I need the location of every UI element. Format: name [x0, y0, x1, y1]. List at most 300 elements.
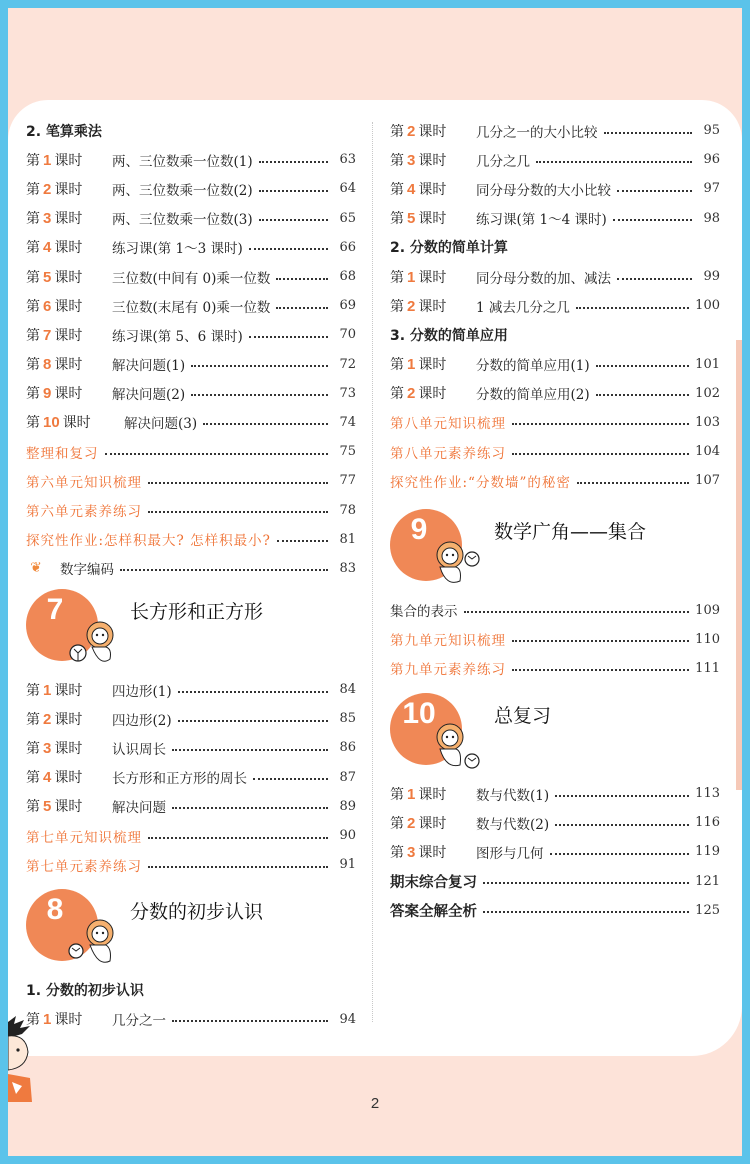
- entry-page: 91: [339, 857, 356, 873]
- entry-page: 99: [703, 269, 720, 285]
- toc-entry[interactable]: [26, 525, 356, 554]
- lesson-entry[interactable]: [390, 350, 720, 379]
- lesson-entry[interactable]: [26, 792, 356, 821]
- toc-entry[interactable]: [390, 437, 720, 466]
- entry-page: 110: [695, 631, 720, 647]
- leader-dots: [555, 824, 689, 826]
- lesson-entry[interactable]: [26, 350, 356, 379]
- lesson-prefix-b: 课时: [418, 386, 447, 403]
- lesson-entry[interactable]: [26, 408, 356, 437]
- entry-title: 分数的简单应用(2): [476, 387, 590, 404]
- lesson-entry[interactable]: [390, 808, 720, 837]
- lesson-list: [26, 1005, 356, 1034]
- toc-entry[interactable]: [390, 466, 720, 495]
- left-column: [26, 116, 356, 1034]
- entry-page: 85: [339, 711, 356, 727]
- entry-page: 125: [695, 902, 720, 918]
- leader-dots: [191, 365, 328, 367]
- lesson-number: 8: [43, 356, 52, 374]
- lesson-entry[interactable]: [26, 675, 356, 704]
- lesson-entry[interactable]: [390, 174, 720, 203]
- unit-title: 长方形和正方形: [130, 601, 264, 623]
- lesson-prefix-a: 第: [26, 740, 40, 757]
- leader-dots: [536, 161, 692, 163]
- lesson-prefix-b: 课时: [418, 786, 447, 803]
- lesson-entry[interactable]: [26, 145, 356, 174]
- lesson-prefix: [26, 738, 112, 758]
- unit-banner-7[interactable]: [26, 583, 356, 675]
- toc-entry[interactable]: [390, 896, 720, 925]
- lesson-prefix-a: 第: [390, 357, 404, 374]
- unit-number: 9: [410, 513, 428, 547]
- lesson-entry[interactable]: [390, 779, 720, 808]
- entry-page: 103: [695, 414, 720, 430]
- entry-page: 89: [339, 798, 356, 814]
- entry-page: 83: [339, 560, 356, 576]
- lesson-prefix-b: 课时: [418, 815, 447, 832]
- entry-title: 几分之一: [112, 1013, 166, 1030]
- leader-dots: [148, 866, 328, 868]
- lesson-prefix-a: 第: [26, 327, 40, 344]
- card-edge-strip: [736, 340, 742, 790]
- unit-title: 分数的初步认识: [130, 901, 264, 924]
- lesson-prefix: [390, 150, 476, 170]
- leader-dots: [148, 511, 328, 513]
- leader-dots: [259, 190, 328, 192]
- leader-dots: [613, 219, 692, 221]
- leader-dots: [172, 749, 328, 751]
- unit-banner-9[interactable]: [390, 503, 720, 595]
- lesson-prefix: [26, 208, 112, 228]
- leader-dots: [617, 278, 692, 280]
- lesson-entry[interactable]: [390, 145, 720, 174]
- lesson-prefix-b: 课时: [418, 844, 447, 861]
- entry-title: 两、三位数乘一位数(2): [112, 182, 253, 199]
- lesson-entry[interactable]: [390, 291, 720, 320]
- entry-title: 数字编码: [60, 562, 114, 579]
- leader-dots: [512, 669, 689, 671]
- lesson-prefix-a: 第: [26, 799, 40, 816]
- lesson-prefix-a: 第: [390, 386, 404, 403]
- lion-mascot-icon: [432, 539, 482, 587]
- entry-title: 三位数(中间有 0)乘一位数: [112, 270, 271, 287]
- entry-page: 116: [695, 815, 720, 831]
- entry-title: 四边形(2): [112, 712, 172, 729]
- lesson-prefix-b: 课时: [54, 740, 83, 757]
- lesson-prefix-a: 第: [390, 786, 404, 803]
- leader-dots: [105, 453, 329, 455]
- lesson-prefix-a: 第: [26, 357, 40, 374]
- lesson-prefix-a: 第: [26, 415, 40, 432]
- entry-title: 练习课(第 1～4 课时): [476, 212, 607, 229]
- lesson-number: 2: [407, 814, 416, 832]
- lesson-entry[interactable]: [26, 204, 356, 233]
- entry-title: 认识周长: [112, 741, 166, 758]
- lesson-number: 10: [43, 414, 60, 432]
- entry-page: 63: [339, 152, 356, 168]
- lesson-prefix: [390, 784, 476, 804]
- lesson-number: 2: [407, 122, 416, 140]
- cartoon-kid-icon: [8, 1012, 38, 1102]
- entry-title: 第九单元素养练习: [390, 662, 506, 679]
- leader-dots: [555, 795, 689, 797]
- leader-dots: [249, 248, 328, 250]
- entry-page: 86: [339, 740, 356, 756]
- leader-dots: [120, 569, 328, 571]
- toc-entry[interactable]: [26, 437, 356, 466]
- entry-page: 66: [339, 239, 356, 255]
- lesson-prefix: [26, 680, 112, 700]
- entry-title: 分数的简单应用(1): [476, 358, 590, 375]
- entry-title: 第六单元素养练习: [26, 504, 142, 521]
- entry-page: 74: [339, 414, 356, 430]
- unit-banner-10[interactable]: [390, 687, 720, 779]
- entry-title: 探究性作业:“分数墙”的秘密: [390, 474, 571, 491]
- lesson-number: 3: [43, 739, 52, 757]
- lesson-entry[interactable]: [26, 1005, 356, 1034]
- lesson-prefix: [390, 267, 476, 287]
- unit-title: 总复习: [494, 705, 552, 727]
- leader-dots: [259, 219, 328, 221]
- lesson-prefix: [390, 296, 476, 316]
- toc-entry[interactable]: [26, 466, 356, 495]
- entry-title: 第九单元知识梳理: [390, 633, 506, 650]
- lesson-prefix-a: 第: [26, 211, 40, 228]
- section-heading: 2. 分数的简单计算: [390, 240, 508, 257]
- lesson-prefix: [26, 267, 112, 287]
- lesson-prefix-b: 课时: [54, 1012, 83, 1029]
- entry-page: 96: [703, 152, 720, 168]
- column-divider: [372, 122, 373, 1022]
- toc-entry-coding[interactable]: [26, 554, 356, 583]
- lesson-entry[interactable]: [26, 733, 356, 762]
- entry-title: 四边形(1): [112, 683, 172, 700]
- entry-title: 第七单元知识梳理: [26, 829, 142, 846]
- plain-list: [390, 595, 720, 624]
- lesson-prefix-b: 课时: [54, 211, 83, 228]
- entry-page: 78: [339, 502, 356, 518]
- lesson-list: [390, 262, 720, 320]
- entry-page: 64: [339, 181, 356, 197]
- lesson-prefix-b: 课时: [54, 386, 83, 403]
- lesson-number: 4: [407, 180, 416, 198]
- entry-title: 图形与几何: [476, 845, 544, 862]
- lesson-prefix-a: 第: [26, 770, 40, 787]
- lesson-entry[interactable]: [26, 291, 356, 320]
- entry-title: 整理和复习: [26, 445, 99, 462]
- lesson-number: 2: [43, 710, 52, 728]
- entry-title: 同分母分数的大小比较: [476, 182, 611, 199]
- entry-title: 第八单元知识梳理: [390, 416, 506, 433]
- leader-dots: [253, 778, 328, 780]
- lesson-prefix-a: 第: [390, 123, 404, 140]
- lesson-prefix-b: 课时: [54, 269, 83, 286]
- leader-dots: [577, 482, 689, 484]
- entry-page: 107: [695, 473, 720, 489]
- lesson-number: 4: [43, 769, 52, 787]
- unit-banner-8[interactable]: [26, 883, 356, 975]
- leader-dots: [596, 394, 690, 396]
- entry-page: 113: [695, 786, 720, 802]
- entry-page: 102: [695, 385, 720, 401]
- leader-dots: [249, 336, 328, 338]
- entry-title: 同分母分数的加、减法: [476, 270, 611, 287]
- entry-title: 1 减去几分之几: [476, 299, 570, 316]
- entry-title: 几分之几: [476, 153, 530, 170]
- entry-page: 73: [339, 385, 356, 401]
- toc-entry[interactable]: [390, 408, 720, 437]
- lesson-number: 9: [43, 385, 52, 403]
- entry-title: 几分之一的大小比较: [476, 124, 598, 141]
- lesson-prefix-b: 课时: [54, 240, 83, 257]
- lesson-prefix-b: 课时: [54, 152, 83, 169]
- entry-title: 练习课(第 1～3 课时): [112, 241, 243, 258]
- lesson-prefix-a: 第: [26, 386, 40, 403]
- entry-title: 两、三位数乘一位数(3): [112, 212, 253, 229]
- entry-page: 84: [339, 682, 356, 698]
- lesson-prefix: [390, 354, 476, 374]
- lesson-prefix: [26, 383, 112, 403]
- entry-page: 69: [339, 298, 356, 314]
- lesson-prefix: [390, 842, 476, 862]
- section-heading: 3. 分数的简单应用: [390, 327, 508, 344]
- leader-dots: [576, 307, 689, 309]
- lesson-entry[interactable]: [26, 262, 356, 291]
- extra-list: [26, 821, 356, 879]
- lesson-prefix-a: 第: [26, 152, 40, 169]
- lesson-entry[interactable]: [390, 379, 720, 408]
- leader-dots: [604, 132, 693, 134]
- entry-page: 97: [703, 181, 720, 197]
- lesson-number: 7: [43, 326, 52, 344]
- lesson-prefix-a: 第: [390, 152, 404, 169]
- lesson-number: 5: [407, 210, 416, 228]
- lesson-prefix: [26, 354, 112, 374]
- toc-entry[interactable]: [26, 821, 356, 850]
- entry-title: 解决问题(3): [124, 416, 198, 433]
- unit-title: 数学广角——集合: [494, 521, 647, 544]
- lesson-prefix: [390, 208, 476, 228]
- entry-page: 65: [339, 210, 356, 226]
- lesson-entry[interactable]: [26, 233, 356, 262]
- lesson-prefix-b: 课时: [54, 298, 83, 315]
- entry-page: 70: [339, 327, 356, 343]
- lesson-number: 5: [43, 798, 52, 816]
- lesson-prefix-a: 第: [390, 815, 404, 832]
- leader-dots: [483, 911, 689, 913]
- lesson-entry[interactable]: [390, 837, 720, 866]
- leader-dots: [172, 807, 328, 809]
- section-heading: 1. 分数的初步认识: [26, 982, 144, 999]
- lesson-number: 1: [407, 356, 416, 374]
- entry-page: 68: [339, 269, 356, 285]
- lesson-number: 1: [43, 1011, 52, 1029]
- leader-dots: [512, 423, 689, 425]
- entry-title: 集合的表示: [390, 604, 458, 621]
- lesson-prefix-a: 第: [390, 844, 404, 861]
- leader-dots: [191, 394, 328, 396]
- leader-dots: [203, 423, 328, 425]
- toc-entry[interactable]: [390, 625, 720, 654]
- entry-title: 第七单元素养练习: [26, 858, 142, 875]
- entry-page: 100: [695, 298, 720, 314]
- lesson-prefix-b: 课时: [54, 181, 83, 198]
- lesson-number: 4: [43, 239, 52, 257]
- lesson-list: [390, 350, 720, 408]
- toc-entry[interactable]: [390, 867, 720, 896]
- leader-dots: [512, 640, 689, 642]
- leader-dots: [148, 837, 328, 839]
- leader-dots: [148, 482, 328, 484]
- lesson-prefix-a: 第: [26, 711, 40, 728]
- entry-page: 95: [703, 123, 720, 139]
- entry-page: 77: [339, 473, 356, 489]
- lesson-prefix-b: 课时: [418, 298, 447, 315]
- entry-title: 答案全解全析: [390, 903, 477, 920]
- lesson-entry[interactable]: [390, 204, 720, 233]
- lesson-number: 1: [43, 681, 52, 699]
- lesson-number: 2: [407, 385, 416, 403]
- lesson-prefix: [390, 121, 476, 141]
- lesson-prefix-b: 课时: [54, 327, 83, 344]
- lesson-list: [26, 675, 356, 821]
- lesson-entry[interactable]: [26, 704, 356, 733]
- lesson-prefix-a: 第: [26, 298, 40, 315]
- lesson-prefix-b: 课时: [418, 269, 447, 286]
- lesson-list: [26, 145, 356, 437]
- lesson-prefix-b: 课时: [418, 211, 447, 228]
- lesson-prefix: [26, 296, 112, 316]
- lesson-prefix-a: 第: [390, 298, 404, 315]
- extra-list: [390, 408, 720, 496]
- entry-page: 81: [339, 531, 356, 547]
- page-number: 2: [370, 1095, 380, 1112]
- entry-page: 101: [695, 356, 720, 372]
- lesson-prefix-b: 课时: [62, 415, 91, 432]
- lesson-prefix-a: 第: [390, 269, 404, 286]
- lesson-prefix-b: 课时: [54, 770, 83, 787]
- lesson-number: 2: [407, 297, 416, 315]
- leader-dots: [178, 720, 328, 722]
- lesson-prefix-b: 课时: [418, 181, 447, 198]
- lesson-entry[interactable]: [26, 174, 356, 203]
- lesson-entry[interactable]: [26, 763, 356, 792]
- toc-entry[interactable]: [26, 495, 356, 524]
- entry-title: 期末综合复习: [390, 874, 477, 891]
- lesson-prefix-a: 第: [26, 1012, 40, 1029]
- extra-list: [26, 437, 356, 554]
- lesson-prefix-a: 第: [26, 181, 40, 198]
- entry-page: 90: [339, 828, 356, 844]
- entry-title: 探究性作业:怎样积最大? 怎样积最小?: [26, 533, 271, 550]
- lion-mascot-icon: [68, 919, 118, 967]
- lesson-entry[interactable]: [26, 320, 356, 349]
- leader-dots: [172, 1020, 328, 1022]
- lesson-prefix: [26, 237, 112, 257]
- lesson-number: 1: [407, 268, 416, 286]
- unit-number: 8: [46, 893, 64, 927]
- leader-dots: [276, 307, 328, 309]
- leader-dots: [617, 190, 692, 192]
- lesson-prefix-a: 第: [390, 211, 404, 228]
- unit-number: 7: [46, 593, 64, 626]
- entry-page: 119: [695, 844, 720, 860]
- lesson-number: 3: [407, 843, 416, 861]
- entry-title: 解决问题(1): [112, 358, 186, 375]
- toc-entry[interactable]: [26, 850, 356, 879]
- lesson-number: 5: [43, 268, 52, 286]
- entry-page: 121: [695, 873, 720, 889]
- lesson-prefix-a: 第: [390, 181, 404, 198]
- entry-page: 111: [695, 660, 720, 676]
- entry-title: 第八单元素养练习: [390, 445, 506, 462]
- lesson-list: [390, 779, 720, 867]
- lesson-prefix: [26, 412, 124, 432]
- lion-mascot-icon: [68, 619, 118, 667]
- lesson-number: 1: [43, 151, 52, 169]
- entry-title: 两、三位数乘一位数(1): [112, 153, 253, 170]
- lesson-prefix-b: 课时: [54, 799, 83, 816]
- entry-page: 94: [339, 1011, 356, 1027]
- lesson-number: 1: [407, 785, 416, 803]
- unit-number: 10: [402, 697, 436, 730]
- entry-title: 长方形和正方形的周长: [112, 771, 247, 788]
- lesson-number: 3: [43, 210, 52, 228]
- entry-page: 87: [339, 769, 356, 785]
- leader-dots: [550, 853, 690, 855]
- lesson-prefix: [390, 179, 476, 199]
- toc-entry[interactable]: [390, 654, 720, 683]
- lesson-list: [390, 116, 720, 233]
- lesson-entry[interactable]: [390, 262, 720, 291]
- leader-dots: [512, 453, 689, 455]
- toc-entry[interactable]: [390, 595, 720, 624]
- lesson-prefix: [26, 767, 112, 787]
- lesson-number: 3: [407, 151, 416, 169]
- leader-dots: [464, 611, 690, 613]
- section-heading: 2. 笔算乘法: [26, 123, 102, 140]
- entry-page: 104: [695, 444, 720, 460]
- lesson-prefix: [26, 179, 112, 199]
- entry-title: 解决问题(2): [112, 387, 186, 404]
- lesson-prefix: [26, 150, 112, 170]
- lesson-prefix-a: 第: [26, 682, 40, 699]
- extra-list: [390, 625, 720, 683]
- entry-title: 三位数(末尾有 0)乘一位数: [112, 299, 271, 316]
- lesson-prefix-b: 课时: [418, 123, 447, 140]
- lesson-prefix: [390, 813, 476, 833]
- entry-page: 98: [703, 210, 720, 226]
- final-list: [390, 867, 720, 925]
- lesson-prefix-b: 课时: [54, 682, 83, 699]
- right-column: [390, 116, 720, 925]
- lesson-prefix: [26, 796, 112, 816]
- lesson-prefix-a: 第: [26, 240, 40, 257]
- lesson-number: 6: [43, 297, 52, 315]
- lesson-prefix: [390, 383, 476, 403]
- leader-dots: [276, 278, 328, 280]
- lion-mascot-icon: [432, 723, 482, 771]
- lesson-prefix-b: 课时: [418, 152, 447, 169]
- lesson-prefix-b: 课时: [54, 357, 83, 374]
- entry-page: 75: [339, 444, 356, 460]
- lesson-prefix: [26, 1009, 112, 1029]
- lesson-entry[interactable]: [26, 379, 356, 408]
- lesson-entry[interactable]: [390, 116, 720, 145]
- lesson-prefix: [26, 709, 112, 729]
- entry-title: 数与代数(2): [476, 816, 550, 833]
- entry-title: 练习课(第 5、6 课时): [112, 328, 243, 345]
